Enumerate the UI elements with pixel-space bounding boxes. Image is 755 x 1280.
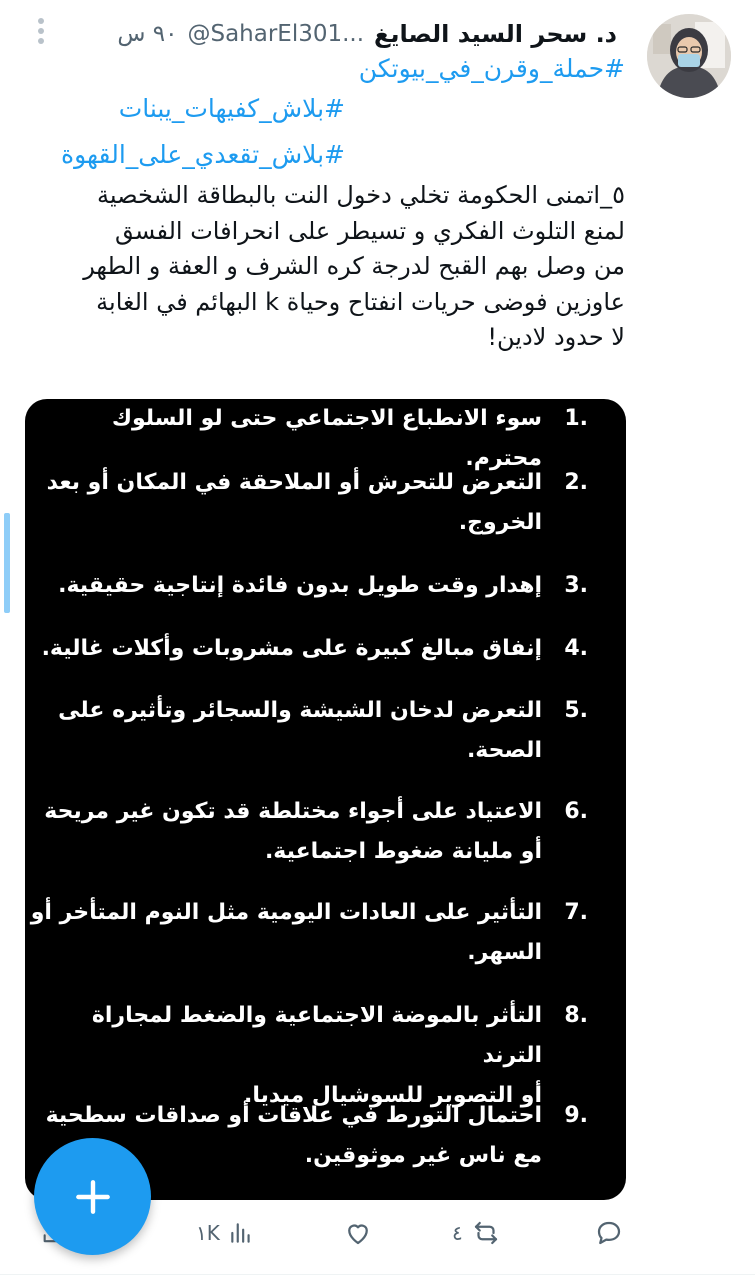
author-avatar[interactable] (647, 14, 731, 98)
media-item-number: 1. (564, 406, 588, 431)
views-icon (228, 1220, 254, 1246)
reply-icon (594, 1218, 624, 1248)
media-list-item (28, 792, 588, 872)
media-item-line: التعرض للتحرش أو الملاحقة في المكان أو بعد (46, 470, 542, 495)
media-item-line: مع ناس غير موثوقين. (304, 1143, 542, 1168)
media-item-line: إنفاق مبالغ كبيرة على مشروبات وأكلات غالية. (41, 636, 542, 661)
media-item-line: السهر. (467, 940, 542, 965)
media-item-line: التأثر بالموضة الاجتماعية والضغط لمجاراة الترند (91, 1003, 542, 1068)
tweet-text-line: عاوزين فوضى حريات انفتاح وحياة k البهائم في الغابة (96, 287, 625, 316)
retweet-icon (471, 1218, 501, 1248)
media-list-item (28, 629, 588, 669)
plus-icon (71, 1175, 115, 1219)
compose-tweet-button[interactable] (34, 1138, 151, 1255)
tweet-text-line: لا حدود لادين! (487, 323, 625, 351)
author-handle[interactable]: @SaharEl301... (187, 21, 365, 47)
media-list-item (28, 893, 588, 973)
retweet-button[interactable] (452, 1213, 501, 1253)
media-item-line: الصحة. (466, 738, 542, 763)
like-button[interactable] (343, 1213, 381, 1253)
media-item-number: 7. (564, 900, 588, 925)
hashtag-link[interactable]: #بلاش_تقعدي_على_القهوة (61, 140, 345, 169)
media-item-number: 5. (564, 698, 588, 723)
media-item-line: احتمال التورط في علاقات أو صداقات سطحية (45, 1103, 542, 1128)
media-item-line: التأثير على العادات اليومية مثل النوم المتأخر أو (30, 900, 542, 925)
reply-button[interactable] (594, 1213, 632, 1253)
tweet-time[interactable]: ٩٠ س (117, 21, 178, 47)
tweet-body-text (15, 178, 625, 356)
media-item-number: 9. (564, 1103, 588, 1128)
media-list-item (28, 691, 588, 771)
media-item-line: أو التصوير للسوشيال ميديا. (244, 1083, 542, 1108)
media-item-number: 8. (564, 1003, 588, 1028)
tweet-text-line: من وصل بهم القبح لدرجة كره الشرف و العفة و الطهر (83, 252, 625, 280)
scroll-indicator[interactable] (4, 513, 10, 613)
media-item-line: الخروج. (458, 510, 542, 535)
media-item-line: إهدار وقت طويل بدون فائدة إنتاجية حقيقية. (58, 573, 542, 598)
views-button[interactable] (196, 1213, 254, 1253)
heart-icon (343, 1218, 373, 1248)
hashtag-link[interactable]: #حملة_وقرن_في_بيوتكن (358, 54, 625, 83)
media-item-number: 3. (564, 573, 588, 598)
media-item-line: سوء الانطباع الاجتماعي حتى لو السلوك محترم. (111, 406, 542, 471)
media-item-line: الاعتياد على أجواء مختلطة قد تكون غير مريحة (44, 799, 542, 824)
media-item-number: 2. (564, 470, 588, 495)
tweet-text-line: لمنع التلوث الفكري و تسيطر على انحرافات الفسق (115, 216, 625, 245)
hashtag-link[interactable]: #بلاش_كفيهات_يبنات (118, 94, 345, 123)
media-list-item (28, 566, 588, 606)
media-item-number: 6. (564, 799, 588, 824)
tweet-header (17, 14, 617, 54)
media-list-item (28, 463, 588, 543)
media-item-number: 4. (564, 636, 588, 661)
retweet-count: ٤ (452, 1221, 463, 1245)
views-count: ١K (196, 1221, 220, 1245)
tweet-media-image[interactable] (25, 399, 626, 1200)
author-name[interactable]: د. سحر السيد الصايغ (374, 20, 617, 48)
media-item-line: التعرض لدخان الشيشة والسجائر وتأثيره على (58, 698, 542, 723)
media-item-line: أو مليانة ضغوط اجتماعية. (264, 839, 542, 864)
more-options-icon[interactable] (28, 18, 54, 48)
tweet-divider (0, 1274, 755, 1275)
tweet-text-line: ٥_اتمنى الحكومة تخلي دخول النت بالبطاقة الشخصية (97, 181, 625, 209)
